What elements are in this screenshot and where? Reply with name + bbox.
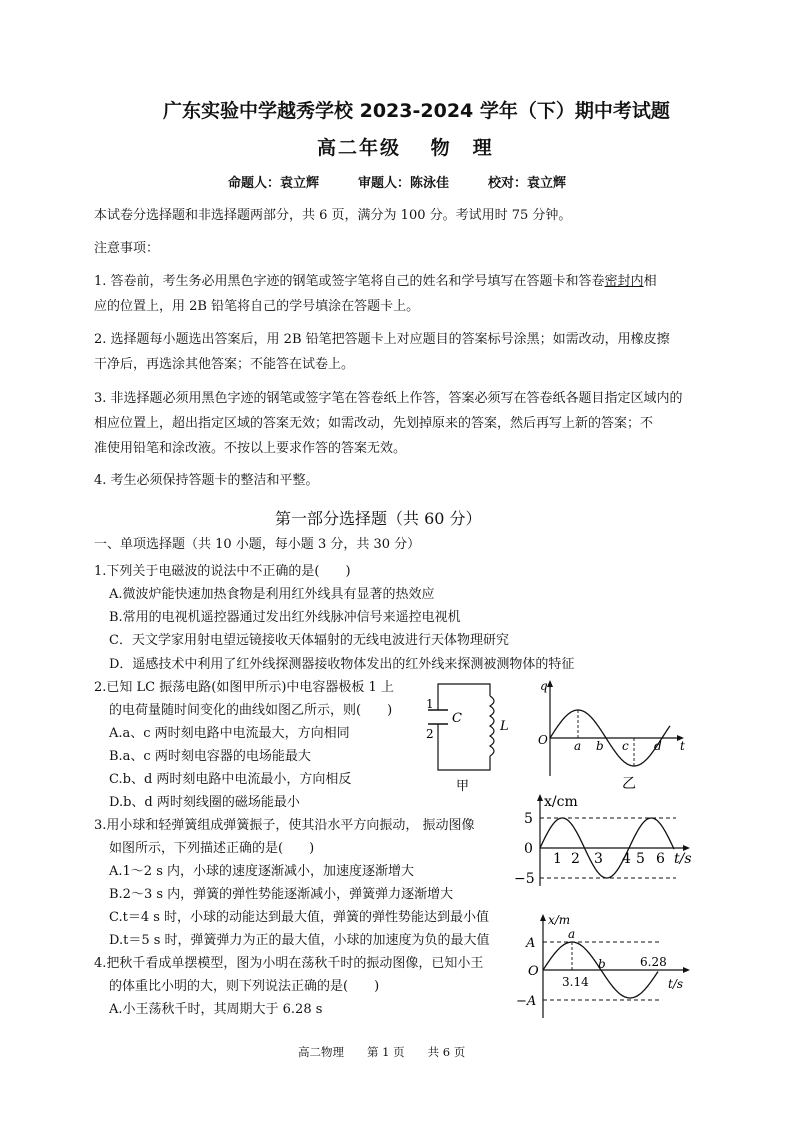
notice-1-underlined: 密封内 [604, 274, 644, 289]
t-s-axis-label: t/s [668, 977, 684, 991]
figure-yi-caption: 乙 [622, 776, 636, 792]
figure-jia-caption: 甲 [456, 779, 470, 794]
time-3-14-label: 3.14 [562, 975, 589, 989]
q4-option-a: A.小王荡秋千时，其周期大于 6.28 s [109, 1002, 323, 1017]
q1-option-a: A.微波炉能快速加热食物是利用红外线具有显著的热效应 [109, 587, 435, 602]
q2-option-c: C.b、d 两时刻电路中电流最小，方向相反 [109, 772, 352, 787]
exam-subtitle: 高二年级 物 理 [317, 137, 494, 159]
q2-option-a: A.a、c 两时刻电路中电流最大，方向相同 [109, 726, 350, 741]
notice-1-line-2: 应的位置上，用 2B 铅笔将自己的学号填涂在答题卡上。 [94, 299, 420, 314]
q-axis-label: q [540, 679, 548, 693]
pendulum-displacement-graph [510, 908, 700, 1020]
author-line: 命题人：袁立辉 审题人：陈泳佳 校对：袁立辉 [228, 176, 567, 191]
notice-1-tail: 相 [643, 274, 657, 289]
point-a-label: a [568, 927, 576, 941]
y-tick-5: 5 [524, 811, 533, 827]
amplitude-label: A [526, 936, 536, 951]
notice-heading: 注意事项： [94, 241, 160, 256]
q3-option-a: A.1～2 s 内，小球的速度逐渐减小，加速度逐渐增大 [109, 864, 414, 879]
negative-amplitude-label: −A [516, 994, 537, 1009]
x-tick-6: 6 [656, 851, 665, 867]
point-b-label: b [596, 739, 604, 753]
q1-option-c: C．天文学家用射电望远镜接收天体辐射的无线电波进行天体物理研究 [109, 633, 509, 648]
notice-1-line-1 [94, 273, 657, 290]
q3-option-c: C.t＝4 s 时，小球的动能达到最大值，弹簧的弹性势能达到最小值 [109, 910, 490, 925]
notice-3-line-1: 3. 非选择题必须用黑色字迹的钢笔或签字笔在答卷纸上作答，答案必须写在答卷纸各题目指定区域内的 [94, 391, 683, 406]
intro-text: 本试卷分选择题和非选择题两部分，共 6 页，满分为 100 分。考试用时 75 分钟。 [94, 208, 572, 223]
lc-circuit-diagram [420, 676, 520, 794]
notice-3-line-3: 准使用铅笔和涂改液。不按以上要求作答的答案无效。 [94, 441, 407, 456]
x-tick-2: 2 [571, 851, 580, 867]
q3-stem-1: 3.用小球和轻弹簧组成弹簧振子，使其沿水平方向振动， 振动图像 [94, 818, 475, 833]
q1-option-d: D．遥感技术中利用了红外线探测器接收物体发出的红外线来探测被测物体的特征 [109, 657, 575, 672]
point-a-label: a [574, 739, 582, 753]
q1-option-b: B.常用的电视机遥控器通过发出红外线脉冲信号来遥控电视机 [109, 610, 461, 625]
exam-title: 广东实验中学越秀学校 2023-2024 学年（下）期中考试题 [163, 100, 670, 122]
x-tick-3: 3 [594, 851, 603, 867]
notice-1-text: 1. 答卷前，考生务必用黑色字迹的钢笔或签字笔将自己的姓名和学号填写在答题卡和答卷 [94, 274, 605, 289]
capacitor-label: C [452, 711, 462, 726]
notice-3-line-2: 相应位置上，超出指定区域的答案无效；如需改动，先划掉原来的答案，然后再写上新的答案；不 [94, 416, 654, 431]
time-6-28-label: 6.28 [640, 955, 667, 969]
x-cm-axis-label: x/cm [544, 794, 578, 810]
q4-stem-2: 的体重比小明的大，则下列说法正确的是( ) [109, 979, 380, 994]
part-heading: 一、单项选择题（共 10 小题，每小题 3 分，共 30 分） [94, 537, 421, 552]
section-title: 第一部分选择题（共 60 分） [275, 509, 482, 528]
spring-displacement-graph [510, 790, 700, 890]
x-m-axis-label: x/m [548, 913, 571, 927]
point-d-label: d [654, 739, 662, 753]
origin-o-label: O [528, 964, 539, 979]
charge-time-graph [530, 676, 690, 796]
q3-option-b: B.2～3 s 内，弹簧的弹性势能逐渐减小，弹簧弹力逐渐增大 [109, 887, 454, 902]
notice-2-line-1: 2. 选择题每小题选出答案后，用 2B 铅笔把答题卡上对应题目的答案标号涂黑；如需改动，用橡皮擦 [94, 332, 670, 347]
point-c-label: c [622, 739, 629, 753]
origin-label: O [538, 733, 548, 747]
page-footer: 高二物理 第 1 页 共 6 页 [298, 1045, 466, 1059]
q3-stem-2: 如图所示，下列描述正确的是( ) [109, 841, 315, 856]
q4-stem-1: 4.把秋千看成单摆模型，图为小明在荡秋千时的振动图像，已知小王 [94, 956, 484, 971]
t-axis-label: t [680, 739, 685, 753]
x-tick-4: 4 [622, 851, 631, 867]
y-tick-0: 0 [524, 841, 533, 857]
notice-2-line-2: 干净后，再选涂其他答案；不能答在试卷上。 [94, 357, 355, 372]
inductor-label: L [500, 719, 509, 734]
point-b-label: b [598, 957, 606, 971]
q1-stem: 1.下列关于电磁波的说法中不正确的是( ) [94, 564, 351, 579]
q3-option-d: D.t＝5 s 时，弹簧弹力为正的最大值，小球的加速度为负的最大值 [109, 933, 490, 948]
t-s-axis-label: t/s [674, 851, 692, 867]
plate-1-label: 1 [426, 697, 434, 711]
y-tick-minus-5: −5 [514, 871, 535, 887]
plate-2-label: 2 [426, 727, 434, 741]
q2-option-b: B.a、c 两时刻电容器的电场能最大 [109, 749, 311, 764]
q2-stem-2: 的电荷量随时间变化的曲线如图乙所示，则( ) [109, 703, 393, 718]
q2-option-d: D.b、d 两时刻线圈的磁场能最小 [109, 795, 300, 810]
x-tick-5: 5 [636, 851, 645, 867]
notice-4: 4. 考生必须保持答题卡的整洁和平整。 [94, 473, 319, 488]
q2-stem-1: 2.已知 LC 振荡电路(如图甲所示)中电容器极板 1 上 [94, 680, 394, 695]
x-tick-1: 1 [553, 851, 562, 867]
